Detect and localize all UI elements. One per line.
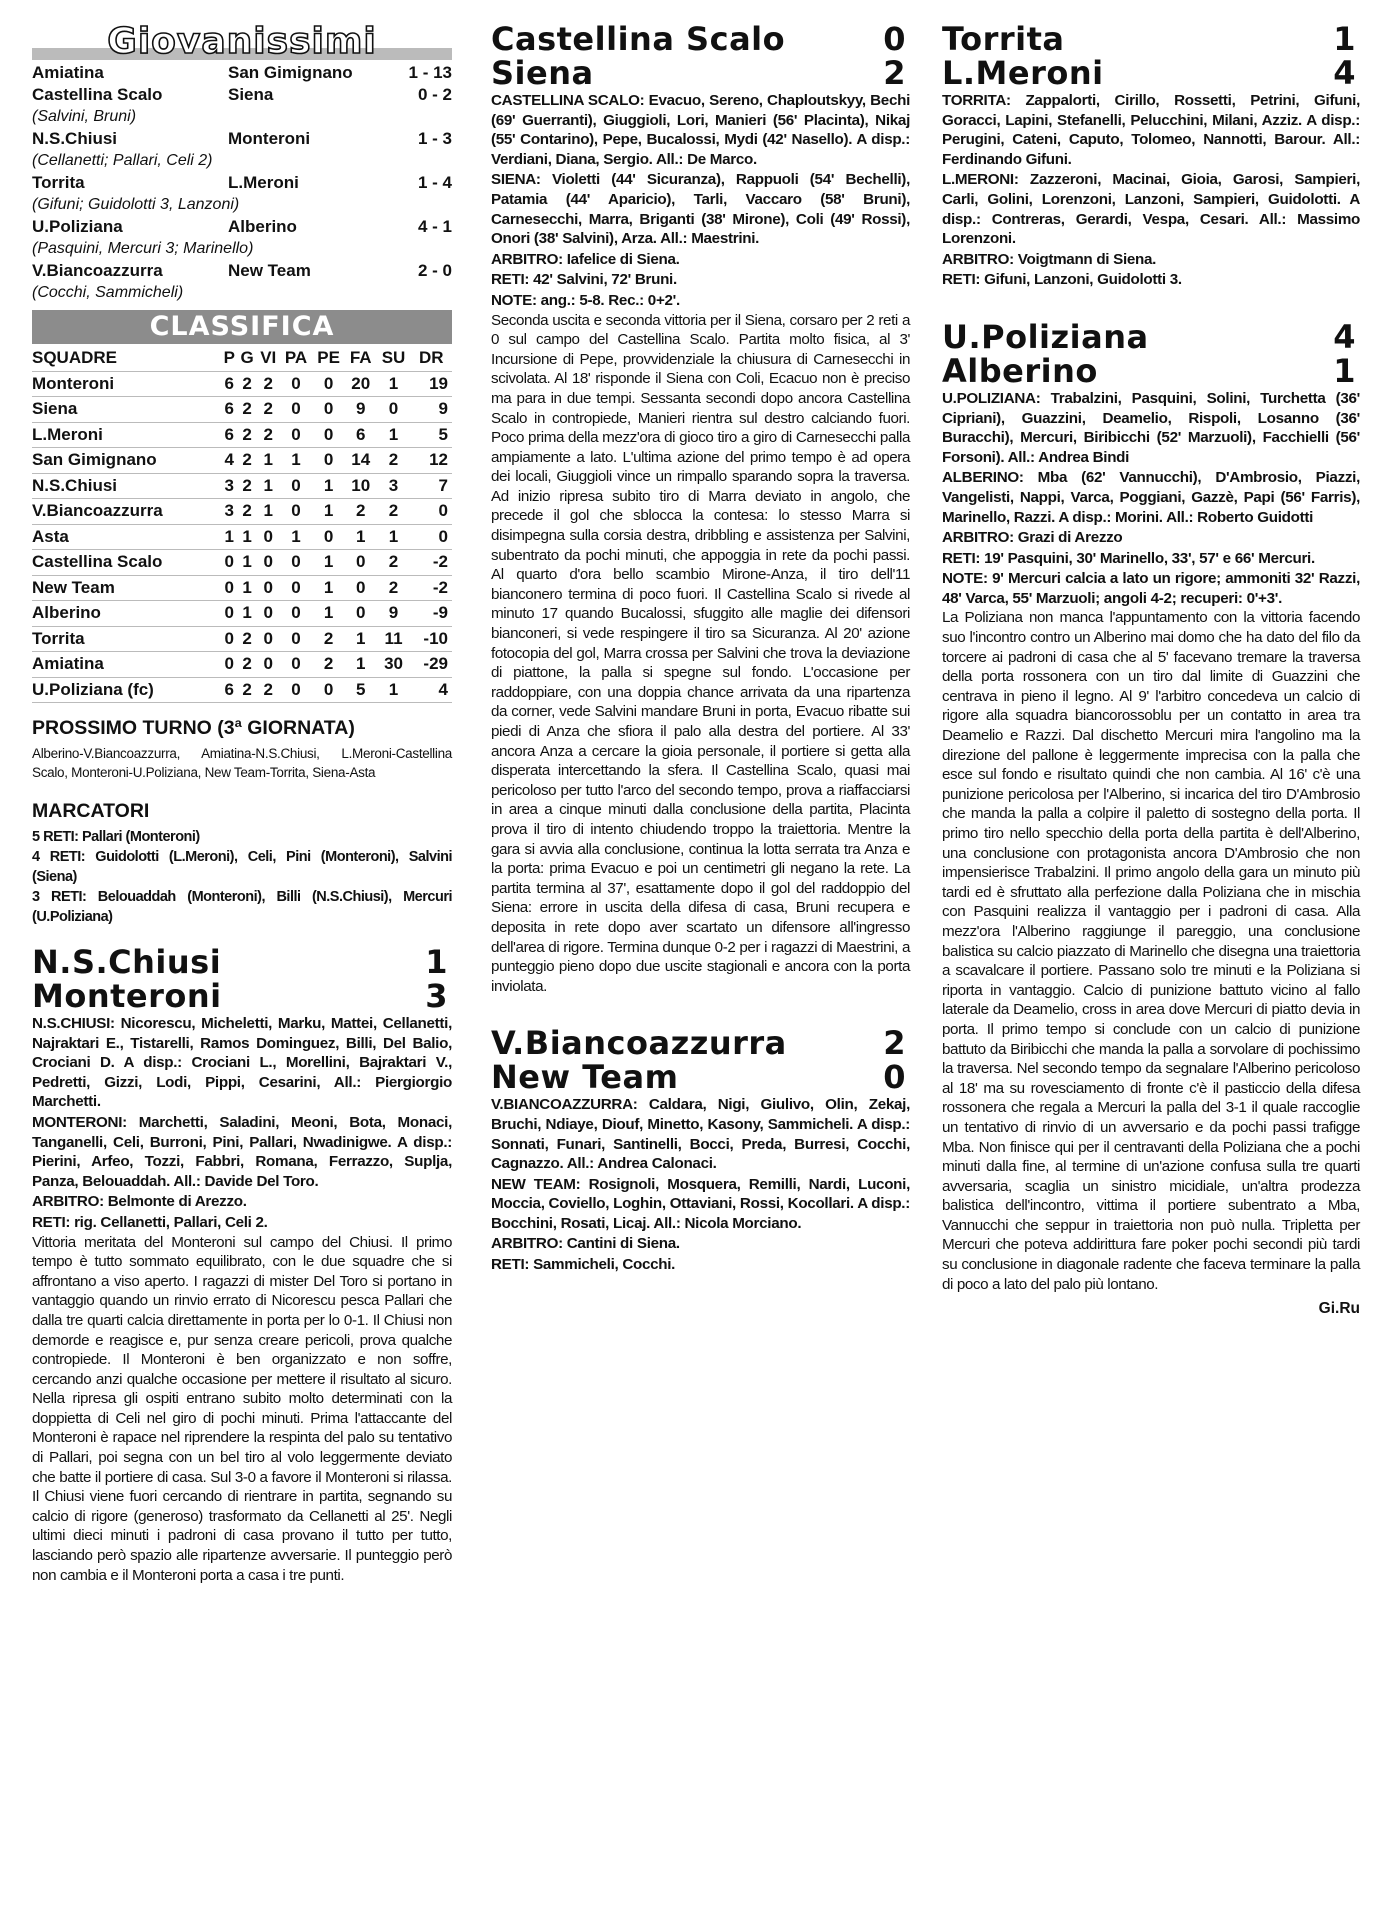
stat-cell: 4	[411, 677, 452, 703]
result-home-team: Amiatina	[32, 63, 104, 82]
result-home-team: Castellina Scalo	[32, 85, 163, 104]
classifica-title: CLASSIFICA	[149, 311, 335, 342]
goals: RETI: 42' Salvini, 72' Bruni.	[491, 271, 677, 289]
standings-row	[32, 524, 452, 550]
standings-header-cell: VI	[257, 346, 280, 371]
standings-row	[32, 473, 452, 499]
stat-cell: 1	[280, 448, 312, 474]
stat-cell: 2	[376, 499, 410, 525]
stat-cell: 7	[411, 473, 452, 499]
stat-cell: 9	[411, 397, 452, 423]
team-name-cell: N.S.Chiusi	[32, 473, 221, 499]
stat-cell: 19	[411, 371, 452, 397]
stat-cell: 2	[237, 652, 256, 678]
match-report: Seconda uscita e seconda vittoria per il Siena, corsaro per 2 reti a 0 sul campo del Castellina Scalo. Partita molto fisica, al 3' Incursione di Pepe, provvidenziale la chiusura di Carnesecchi in scivolata. Al 18' risponde il Siena con Coli, Ecacuo non è preciso ma para in due tempi. Sessanta secondi dopo ancora Castellina Scalo in contropiede, Manieri rientra sul destro calciando fuori. Poco prima della mezz'ora di gioco tiro a giro di Carnesecchi palla ampiamente a lato. L'ultima azione del primo tempo è ad opera dei locali, Giuggioli vince un rimpallo sparando sopra la traversa. Ad inizio ripresa subito tiro di Marra deviato in angolo, che precede il gol che sblocca la contesa: lo stesso Marra si disimpegna sulla corsia destra, dribbling e assistenza per Salvini, subentrato da pochi minuti, che appoggia in rete da pochi passi. Al quarto d'ora bello scambio Mirone-Anza, il tiro dell'11 bianconero termina di poco fuori. Il Castellina Scalo si rivede al minuto 17 quando Bucalossi, sfuggito alle maglie dei difensori bianconeri, si vede respingere il tiro sa Sicuranza. Al 20' azione fotocopia del gol, Marra crossa per Salvini che trova la deviazione di piattone, la palla si spegne sul fondo. L'occasione per raddoppiare, con una doppia chance arrivata da una ripartenza da corner, vede Salvini mandare Bruni in porta, Evacuo ribatte sui piedi di Anza che sfiora il palo alla destra del portiere. Al 33' ancora Anza a cercare la gioia personale, il portiere si getta alla disperata intercettando la sfera. Il Castellina Scalo, quasi mai pericoloso per tutto l'arco del secondo tempo, prova a riaffacciarsi in area a cinque minuti dalla conclusione della partita, Placinta prova il tiro di intento chiudendo troppo la traiettoria. Mentre la gara si avvia alla conclusione, continua la lotta serrata tra Anza e la porta: prima Evacuo e poi un centimetri gli negano la rete. La partita termina al 37', esattamente dopo il gol del raddoppio del Siena: errore in uscita della difesa di casa, Bruni recupera e deposita in rete dopo aver scartato un difensore all'ingresso dell'area di rigore. Termina dunque 0-2 per i ragazzi di Maestrini, a punteggio pieno dopo due uscite stagionali e ancora con la porta inviolata.	[491, 311, 910, 995]
standings-row	[32, 422, 452, 448]
match-report: La Poliziana non manca l'appuntamento con la vittoria facendo suo l'incontro contro un Alberino mai domo che ha dato del filo da torcere ai padroni di casa che al 5' facevano tremare la traversa della porta rossonera con un tiro dal limite di Guazzini che centrava in pieno il legno. Al 9' l'arbitro concedeva un calcio di rigore alla squadra biancorossoblu per un contatto in area tra Deamelio e Razzi. Dal dischetto Mercuri mira l'angolino ma la direzione del pallone è leggermente imprecisa con la palla che esce sul fondo e risultato quindi che non cambia. Al 16' c'è una punizione pericolosa per l'Alberino, si incarica del tiro D'Ambrosio che manda la palla a colpire il paletto di sostegno della porta. Il primo tiro nello specchio della porta della partita è dell'Alberino, una conclusione con protagonista ancora D'Ambrosio che non impensierisce Trabalzini. Il primo angolo della gara un minuto più tardi ed è sfruttato alla perfezione dalla Poliziana che in mischia con Pasquini realizza il vantaggio per i padroni di casa. Alla mezz'ora l'Alberino raggiunge il pareggio, una conclusione balistica su calcio piazzato di Marinello che disegna una traiettoria a scavalcare il portiere. Passano solo tre minuti e la Poliziana si riporta in vantaggio. Calcio di punizione battuto vicino al fallo laterale da Deamelio, cross in area dove Mercuri di piatto devia in porta. Il primo tempo si conclude con un calcio di punizione battuto da Biribicchi che manda la palla a sorvolare di pochissimo la traversa. Nel secondo tempo da segnalare l'Alberino pericoloso al 18' ma su rovesciamento di fronte c'è il pasticcio della difesa rossonera che regala a Mercuri la palla del 3-1 il quale raccoglie un tentativo di rinvio di un avversario e da pochi passi trafigge Mba. Non finisce qui per il centravanti della Poliziana che a pochi minuti dalla fine, al termine di un'azione confusa sulla tre quarti avversaria, scaglia un sinistro micidiale, un'altra prodezza balistica dell'incontro, vittima il portiere subentrato a Mba, Vannucchi che seppur in traiettoria non può nulla. Tripletta per Mercuri che poteva addirittura fare poker pochi secondi più tardi su conclusione in diagonale radente che faceva terminare la palla di poco a lato del palo più lontano.	[942, 609, 1360, 1293]
stat-cell: 0	[221, 652, 237, 678]
notes: NOTE: 9' Mercuri calcia a lato un rigore; ammoniti 32' Razzi, 48' Varca, 55' Marzuoli; angoli 4-2; recuperi: 0'+3'.	[942, 570, 1360, 607]
match-away-row	[942, 56, 1360, 90]
referee: ARBITRO: Belmonte di Arezzo.	[32, 1193, 247, 1211]
stat-cell: 0	[221, 550, 237, 576]
stat-cell: 0	[280, 499, 312, 525]
stat-cell: 1	[376, 371, 410, 397]
stat-cell: 14	[345, 448, 376, 474]
stat-cell: 6	[221, 422, 237, 448]
team-name-cell: Torrita	[32, 626, 221, 652]
standings-header-cell: SQUADRE	[32, 346, 221, 371]
page-title: Giovanissimi	[107, 21, 377, 62]
lineup-home: CASTELLINA SCALO: Evacuo, Sereno, Chaploutskyy, Bechi (69' Guerranti), Giuggioli, Lori, Manieri (56' Placinta), Nikaj (55' Contarino), Pepe, Bucalossi, Mydi (42' Nasello). A disp.: Verdiani, Diana, Sergio. All.: De Marco.	[491, 92, 910, 168]
home-team: U.Poliziana	[942, 317, 1149, 356]
result-away-team: Siena	[228, 85, 274, 104]
column-middle	[491, 22, 910, 1305]
stat-cell: 2	[237, 397, 256, 423]
stat-cell: 0	[257, 575, 280, 601]
stat-cell: 1	[257, 448, 280, 474]
stat-cell: 5	[411, 422, 452, 448]
standings-row	[32, 550, 452, 576]
stat-cell: 1	[376, 422, 410, 448]
match-home-row	[32, 945, 452, 979]
next-round-fixtures: Alberino-V.Biancoazzurra, Amiatina-N.S.Chiusi, L.Meroni-Castellina Scalo, Monteroni-U.Poliziana, New Team-Torrita, Siena-Asta	[32, 746, 452, 780]
stat-cell: 20	[345, 371, 376, 397]
classifica-header	[32, 310, 452, 344]
standings-row	[32, 575, 452, 601]
results-list	[32, 62, 452, 304]
stat-cell: 0	[280, 473, 312, 499]
stat-cell: -10	[411, 626, 452, 652]
result-away-team: Monteroni	[228, 129, 311, 148]
stat-cell: 0	[411, 524, 452, 550]
stat-cell: 0	[280, 371, 312, 397]
lineup-away: SIENA: Violetti (44' Sicuranza), Rappuoli (54' Bechelli), Patamia (44' Aparicio), Tarli, Vaccaro (58' Bruni), Carnesecchi, Marra, Briganti (38' Mirone), Coli (49' Rossi), Onori (38' Salvini), Arza. All.: Maestrini.	[491, 171, 910, 248]
result-score: 2 - 0	[417, 261, 452, 280]
away-score: 0	[883, 1058, 906, 1097]
match-poliziana-alberino	[942, 317, 1360, 1318]
team-name-cell: U.Poliziana (fc)	[32, 677, 221, 703]
stat-cell: 1	[221, 524, 237, 550]
home-score: 1	[425, 943, 448, 981]
goals: RETI: rig. Cellanetti, Pallari, Celi 2.	[32, 1213, 268, 1231]
away-score: 4	[1333, 54, 1356, 92]
result-scorers: (Cellanetti; Pallari, Celi 2)	[32, 152, 213, 169]
standings-header-cell: FA	[345, 346, 376, 371]
stat-cell: 9	[376, 601, 410, 627]
section-title-giovanissimi	[32, 22, 452, 62]
team-name-cell: L.Meroni	[32, 422, 221, 448]
away-team: Alberino	[942, 351, 1098, 390]
column-right	[942, 22, 1360, 1348]
stat-cell: 0	[280, 652, 312, 678]
stat-cell: 1	[345, 626, 376, 652]
scorers-title: MARCATORI	[32, 800, 150, 822]
stat-cell: 3	[221, 473, 237, 499]
stat-cell: 10	[345, 473, 376, 499]
home-score: 1	[1333, 20, 1356, 58]
stat-cell: 2	[237, 677, 256, 703]
away-score: 2	[883, 54, 906, 92]
result-home-team: V.Biancoazzurra	[32, 261, 163, 280]
stat-cell: 2	[237, 371, 256, 397]
match-away-row	[32, 979, 452, 1013]
standings-header-cell: P	[221, 346, 237, 371]
stat-cell: 0	[312, 524, 345, 550]
stat-cell: 1	[312, 499, 345, 525]
stat-cell: 0	[345, 601, 376, 627]
team-name-cell: Asta	[32, 524, 221, 550]
stat-cell: 2	[237, 626, 256, 652]
away-team: L.Meroni	[942, 54, 1104, 92]
standings-row	[32, 652, 452, 678]
stat-cell: 0	[280, 397, 312, 423]
lineup-home: U.POLIZIANA: Trabalzini, Pasquini, Solini, Turchetta (36' Cipriani), Guazzini, Deamelio, Rispoli, Losanno (36' Buracchi), Mercuri, Biribicchi (52' Marzuoli), Facchielli (56' Forsoni). All.: Andrea Bindi	[942, 389, 1360, 466]
stat-cell: 11	[376, 626, 410, 652]
stat-cell: 0	[280, 626, 312, 652]
stat-cell: 1	[312, 601, 345, 627]
standings-row	[32, 448, 452, 474]
standings-row	[32, 601, 452, 627]
home-team: V.Biancoazzurra	[491, 1024, 787, 1063]
team-name-cell: New Team	[32, 575, 221, 601]
stat-cell: 0	[221, 601, 237, 627]
stat-cell: 0	[411, 499, 452, 525]
standings-header-cell: G	[237, 346, 256, 371]
stat-cell: 0	[257, 524, 280, 550]
stat-cell: 0	[257, 626, 280, 652]
match-torrita-meroni	[942, 22, 1360, 290]
scorers-line: 3 RETI: Belouaddah (Monteroni), Billi (N.S.Chiusi), Mercuri (U.Poliziana)	[32, 889, 452, 925]
away-team: New Team	[491, 1058, 679, 1097]
stat-cell: 0	[221, 626, 237, 652]
lineup-away: L.MERONI: Zazzeroni, Macinai, Gioia, Garosi, Sampieri, Carli, Golini, Lorenzoni, Lanzoni, Sampieri, Guidolotti. A disp.: Contreras, Gerardi, Vespa, Cesari. All.: Massimo Lorenzoni.	[942, 171, 1360, 248]
stat-cell: 2	[257, 371, 280, 397]
stat-cell: 1	[237, 601, 256, 627]
result-scorers: (Pasquini, Mercuri 3; Marinello)	[32, 240, 254, 257]
match-home-row	[942, 317, 1360, 356]
stat-cell: 0	[345, 575, 376, 601]
away-team: Siena	[491, 54, 594, 92]
stat-cell: 1	[312, 473, 345, 499]
stat-cell: -2	[411, 575, 452, 601]
stat-cell: 0	[312, 397, 345, 423]
stat-cell: 0	[280, 575, 312, 601]
referee: ARBITRO: Voigtmann di Siena.	[942, 250, 1157, 268]
result-score: 1 - 13	[408, 63, 452, 82]
goals: RETI: Sammicheli, Cocchi.	[491, 1256, 676, 1274]
stat-cell: 1	[237, 550, 256, 576]
match-castellina-siena	[491, 22, 910, 996]
away-score: 3	[425, 977, 448, 1015]
result-away-team: New Team	[228, 261, 311, 280]
column-left	[32, 22, 452, 1615]
stat-cell: 12	[411, 448, 452, 474]
lineup-away: NEW TEAM: Rosignoli, Mosquera, Remilli, Nardi, Luconi, Moccia, Coviello, Loghin, Ottaviani, Rossi, Kocollari. A disp.: Bocchini, Rosati, Licaj. All.: Nicola Morciano.	[491, 1175, 910, 1232]
team-name-cell: Amiatina	[32, 652, 221, 678]
stat-cell: 1	[345, 652, 376, 678]
lineup-home: V.BIANCOAZZURRA: Caldara, Nigi, Giulivo, Olin, Zekaj, Bruchi, Ndiaye, Diouf, Minetto, Kasony, Sammicheli. A disp.: Sonnati, Funari, Santinelli, Bocci, Preda, Burresi, Cocchi, Cagnazzo. All.: Andrea Calonaci.	[491, 1096, 910, 1173]
match-home-row	[491, 22, 910, 56]
result-away-team: San Gimignano	[228, 63, 353, 82]
match-home-row	[491, 1024, 910, 1063]
author-signature: Gi.Ru	[1318, 1300, 1360, 1318]
stat-cell: 1	[237, 575, 256, 601]
result-scorers: (Gifuni; Guidolotti 3, Lanzoni)	[32, 196, 240, 213]
stat-cell: -9	[411, 601, 452, 627]
standings-header-cell: PA	[280, 346, 312, 371]
lineup-home: TORRITA: Zappalorti, Cirillo, Rossetti, Petrini, Gifuni, Goracci, Lapini, Stefanelli, Pelucchini, Milani, Azziz. A disp.: Perugini, Cateni, Caputo, Tolomeo, Nannotti, Barour. All.: Ferdinando Gifuni.	[942, 92, 1360, 168]
stat-cell: 2	[345, 499, 376, 525]
standings-row	[32, 626, 452, 652]
away-score: 1	[1333, 351, 1356, 390]
stat-cell: 1	[237, 524, 256, 550]
stat-cell: 0	[312, 677, 345, 703]
home-team: Castellina Scalo	[491, 20, 786, 58]
home-score: 0	[883, 20, 906, 58]
stat-cell: 2	[257, 422, 280, 448]
result-score: 1 - 4	[417, 173, 452, 192]
stat-cell: 1	[376, 677, 410, 703]
stat-cell: 2	[237, 448, 256, 474]
match-home-row	[942, 22, 1360, 56]
stat-cell: 2	[257, 677, 280, 703]
stat-cell: 0	[312, 422, 345, 448]
stat-cell: 4	[221, 448, 237, 474]
result-row	[32, 84, 452, 106]
stat-cell: 2	[312, 652, 345, 678]
result-home-team: Torrita	[32, 173, 85, 192]
stat-cell: 0	[312, 371, 345, 397]
stat-cell: 2	[237, 422, 256, 448]
stat-cell: 9	[345, 397, 376, 423]
match-away-row	[942, 351, 1360, 390]
result-scorers: (Salvini, Bruni)	[32, 108, 137, 125]
goals: RETI: Gifuni, Lanzoni, Guidolotti 3.	[942, 271, 1182, 289]
referee: ARBITRO: Cantini di Siena.	[491, 1235, 680, 1253]
stat-cell: 1	[280, 524, 312, 550]
result-row	[32, 216, 452, 238]
stat-cell: 0	[257, 550, 280, 576]
stat-cell: 3	[221, 499, 237, 525]
team-name-cell: Alberino	[32, 601, 221, 627]
result-row	[32, 62, 452, 84]
goals: RETI: 19' Pasquini, 30' Marinello, 33', 57' e 66' Mercuri.	[942, 549, 1315, 567]
result-score: 4 - 1	[417, 217, 452, 236]
stat-cell: 0	[257, 601, 280, 627]
standings-row	[32, 499, 452, 525]
lineup-away: ALBERINO: Mba (62' Vannucchi), D'Ambrosio, Piazzi, Vangelisti, Nappi, Varca, Poggiani, Gazzè, Papi (56' Farris), Marinello, Razzi. A disp.: Morini. All.: Roberto Guidotti	[942, 469, 1360, 526]
stat-cell: 2	[237, 473, 256, 499]
team-name-cell: Castellina Scalo	[32, 550, 221, 576]
stat-cell: 1	[257, 473, 280, 499]
standings-table	[32, 346, 452, 703]
away-team: Monteroni	[32, 977, 222, 1015]
result-score: 1 - 3	[417, 129, 452, 148]
standings-header-cell: SU	[376, 346, 410, 371]
referee: ARBITRO: Grazi di Arezzo	[942, 529, 1123, 547]
match-away-row	[491, 1058, 910, 1097]
stat-cell: 1	[376, 524, 410, 550]
next-round-title: PROSSIMO TURNO (3ª GIORNATA)	[32, 717, 355, 739]
stat-cell: 0	[221, 575, 237, 601]
team-name-cell: San Gimignano	[32, 448, 221, 474]
standings-row	[32, 677, 452, 703]
team-name-cell: Monteroni	[32, 371, 221, 397]
result-row	[32, 128, 452, 150]
stat-cell: 0	[280, 422, 312, 448]
match-away-row	[491, 56, 910, 90]
result-home-team: N.S.Chiusi	[32, 129, 118, 148]
result-home-team: U.Poliziana	[32, 217, 123, 236]
stat-cell: 0	[280, 550, 312, 576]
home-team: N.S.Chiusi	[32, 943, 222, 981]
stat-cell: 2	[257, 397, 280, 423]
result-row	[32, 172, 452, 194]
stat-cell: 2	[237, 499, 256, 525]
result-score: 0 - 2	[417, 85, 452, 104]
match-report: Vittoria meritata del Monteroni sul campo del Chiusi. Il primo tempo è tutto sommato equilibrato, con le due squadre che si affrontano a viso aperto. I ragazzi di mister Del Toro si portano in vantaggio quando un rinvio errato di Nicorescu pesca Pallari che dalla tre quarti calcia direttamente in porta per lo 0-1. Il Chiusi non demorde e reagisce e, pur senza creare pericoli, prova qualche contropiede. Il Monteroni è ben organizzato e non soffre, cercando anzi qualche occasione per mettere il risultato al sicuro. Nella ripresa gli ospiti entrano subito molto determinati con la doppietta di Celi nel giro di pochi minuti. Prima l'attaccante del Monteroni è rapace nel riprendere la respinta del palo su tentativo di Pallari, poi segna con un bel tiro al volo leggermente deviato che batte il portiere di casa. Sul 3-0 a favore il Monteroni si rilassa. Il Chiusi viene fuori cercando di rientrare in partita, segnando su calcio di rigore (generoso) trasformato da Cellanetti al 25'. Negli ultimi dieci minuti i padroni di casa provano il tutto per tutto, lasciando però spazio alle ripartenze avversarie. Il punteggio però non cambia e il Monteroni porta a casa i tre punti.	[32, 1233, 452, 1584]
home-score: 4	[1333, 317, 1356, 356]
standings-header-row	[32, 346, 452, 371]
result-away-team: Alberino	[228, 217, 297, 236]
stat-cell: 0	[257, 652, 280, 678]
match-chiusi-monteroni	[32, 945, 452, 1585]
home-team: Torrita	[942, 20, 1065, 58]
stat-cell: 1	[312, 550, 345, 576]
stat-cell: 0	[280, 677, 312, 703]
stat-cell: 0	[376, 397, 410, 423]
stat-cell: 6	[221, 371, 237, 397]
stat-cell: 0	[280, 601, 312, 627]
stat-cell: 30	[376, 652, 410, 678]
team-name-cell: Siena	[32, 397, 221, 423]
notes: NOTE: ang.: 5-8. Rec.: 0+2'.	[491, 291, 680, 309]
stat-cell: 0	[345, 550, 376, 576]
standings-row	[32, 397, 452, 423]
stat-cell: 2	[376, 575, 410, 601]
standings-header-cell: DR	[411, 346, 452, 371]
stat-cell: 1	[345, 524, 376, 550]
stat-cell: 1	[257, 499, 280, 525]
stat-cell: 6	[345, 422, 376, 448]
standings-header-cell: PE	[312, 346, 345, 371]
scorers-line: 5 RETI: Pallari (Monteroni)	[32, 829, 200, 845]
lineup-away: MONTERONI: Marchetti, Saladini, Meoni, Bota, Monaci, Tanganelli, Celi, Burroni, Pini, Pallari, Nwadinigwe. A disp.: Pierini, Arfeo, Tozzi, Fabbri, Romana, Ferrazzo, Suplja, Panza, Belouaddah. All.: Davide Del Toro.	[32, 1113, 452, 1190]
team-name-cell: V.Biancoazzurra	[32, 499, 221, 525]
stat-cell: 6	[221, 397, 237, 423]
stat-cell: 0	[312, 448, 345, 474]
stat-cell: 2	[376, 550, 410, 576]
match-biancoazzurra-newteam	[491, 1026, 910, 1274]
lineup-home: N.S.CHIUSI: Nicorescu, Micheletti, Marku, Mattei, Cellanetti, Najraktari E., Tistarelli, Ramos Dominguez, Billi, Del Balio, Crociani D. A disp.: Crociani L., Morellini, Bajraktari V., Pedretti, Gizzi, Lodi, Pippi, Cesarini, All.: Piergiorgio Marchetti.	[32, 1015, 452, 1111]
scorers-line: 4 RETI: Guidolotti (L.Meroni), Celi, Pini (Monteroni), Salvini (Siena)	[32, 849, 452, 885]
stat-cell: -2	[411, 550, 452, 576]
stat-cell: 6	[221, 677, 237, 703]
result-away-team: L.Meroni	[228, 173, 299, 192]
standings-row	[32, 371, 452, 397]
stat-cell: 1	[312, 575, 345, 601]
stat-cell: 3	[376, 473, 410, 499]
stat-cell: 5	[345, 677, 376, 703]
referee: ARBITRO: Iafelice di Siena.	[491, 250, 680, 268]
stat-cell: 2	[376, 448, 410, 474]
home-score: 2	[883, 1024, 906, 1063]
result-row	[32, 260, 452, 282]
result-scorers: (Cocchi, Sammicheli)	[32, 284, 184, 301]
stat-cell: 2	[312, 626, 345, 652]
stat-cell: -29	[411, 652, 452, 678]
